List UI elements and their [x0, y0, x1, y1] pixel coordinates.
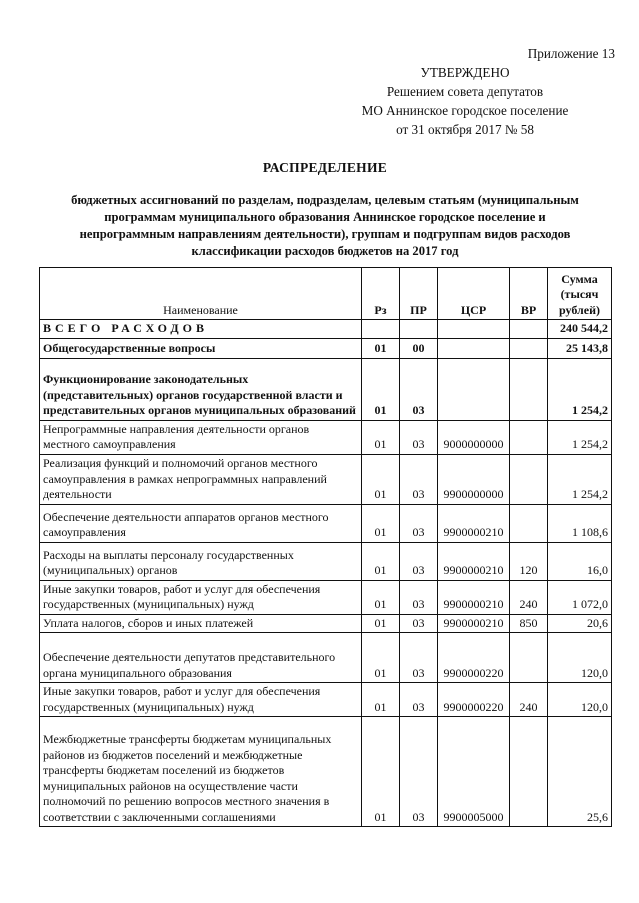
table-row [40, 717, 612, 827]
cell-sum: 16,0 [548, 542, 612, 580]
approval-line-3: от 31 октября 2017 № 58 [396, 122, 534, 137]
cell-rz: 01 [362, 338, 400, 358]
table-row [40, 420, 612, 454]
budget-table [39, 267, 612, 827]
cell-vr: 240 [510, 683, 548, 717]
cell-name: Обеспечение деятельности аппаратов органов местного самоуправления [40, 504, 362, 542]
cell-csr: 9000000000 [438, 420, 510, 454]
cell-sum: 1 254,2 [548, 454, 612, 504]
cell-vr: 240 [510, 580, 548, 614]
cell-sum: 1 254,2 [548, 358, 612, 420]
cell-sum: 1 072,0 [548, 580, 612, 614]
table-row [40, 358, 612, 420]
cell-sum: 1 108,6 [548, 504, 612, 542]
cell-csr [438, 320, 510, 339]
cell-vr [510, 454, 548, 504]
header-sum: Сумма (тысяч рублей) [548, 268, 612, 320]
cell-sum: 120,0 [548, 633, 612, 683]
cell-vr [510, 717, 548, 827]
cell-name: Иные закупки товаров, работ и услуг для обеспечения государственных (муниципальных) нужд [40, 580, 362, 614]
cell-rz: 01 [362, 420, 400, 454]
table-row [40, 580, 612, 614]
cell-vr: 850 [510, 614, 548, 633]
cell-rz: 01 [362, 717, 400, 827]
cell-vr [510, 358, 548, 420]
cell-vr [510, 633, 548, 683]
cell-rz: 01 [362, 633, 400, 683]
document-heading [60, 160, 590, 260]
cell-name: Общегосударственные вопросы [40, 338, 362, 358]
cell-sum: 20,6 [548, 614, 612, 633]
cell-rz: 01 [362, 504, 400, 542]
cell-rz: 01 [362, 580, 400, 614]
cell-csr [438, 358, 510, 420]
table-header-row [40, 268, 612, 320]
cell-vr [510, 420, 548, 454]
cell-rz: 01 [362, 358, 400, 420]
cell-vr: 120 [510, 542, 548, 580]
appendix-number: Приложение 13 [527, 46, 615, 61]
cell-vr [510, 504, 548, 542]
cell-sum: 240 544,2 [548, 320, 612, 339]
cell-vr [510, 338, 548, 358]
approved-stamp: УТВЕРЖДЕНО [420, 65, 510, 80]
table-row [40, 614, 612, 633]
cell-rz [362, 320, 400, 339]
cell-csr [438, 338, 510, 358]
cell-sum: 25 143,8 [548, 338, 612, 358]
cell-name: ВСЕГО РАСХОДОВ [40, 320, 362, 339]
cell-name: Иные закупки товаров, работ и услуг для обеспечения государственных (муниципальных) нужд [40, 683, 362, 717]
cell-pr: 03 [400, 542, 438, 580]
cell-csr: 9900000210 [438, 580, 510, 614]
document-title: РАСПРЕДЕЛЕНИЕ [262, 160, 388, 175]
cell-pr: 03 [400, 420, 438, 454]
cell-pr: 03 [400, 358, 438, 420]
cell-pr: 00 [400, 338, 438, 358]
cell-sum: 120,0 [548, 683, 612, 717]
cell-sum: 25,6 [548, 717, 612, 827]
cell-csr: 9900000210 [438, 614, 510, 633]
cell-rz: 01 [362, 454, 400, 504]
cell-pr: 03 [400, 504, 438, 542]
approval-line-1: Решением совета депутатов [386, 84, 544, 99]
cell-name: Уплата налогов, сборов и иных платежей [40, 614, 362, 633]
cell-pr [400, 320, 438, 339]
table-row [40, 454, 612, 504]
cell-name: Расходы на выплаты персоналу государственных (муниципальных) органов [40, 542, 362, 580]
table-row [40, 683, 612, 717]
table-body [40, 320, 612, 827]
cell-csr: 9900000220 [438, 683, 510, 717]
approval-line-2: МО Аннинское городское поселение [361, 103, 569, 118]
cell-csr: 9900005000 [438, 717, 510, 827]
cell-csr: 9900000000 [438, 454, 510, 504]
cell-pr: 03 [400, 633, 438, 683]
cell-vr [510, 320, 548, 339]
cell-pr: 03 [400, 580, 438, 614]
cell-sum: 1 254,2 [548, 420, 612, 454]
cell-rz: 01 [362, 683, 400, 717]
table-row [40, 320, 612, 339]
cell-csr: 9900000210 [438, 504, 510, 542]
table-row [40, 504, 612, 542]
header-vr: ВР [510, 268, 548, 320]
header-rz: Рз [362, 268, 400, 320]
header-pr: ПР [400, 268, 438, 320]
cell-rz: 01 [362, 542, 400, 580]
cell-rz: 01 [362, 614, 400, 633]
cell-name: Обеспечение деятельности депутатов представительного органа муниципального образования [40, 633, 362, 683]
cell-csr: 9900000220 [438, 633, 510, 683]
table-row [40, 542, 612, 580]
table-row [40, 633, 612, 683]
table-row [40, 338, 612, 358]
cell-name: Реализация функций и полномочий органов местного самоуправления в рамках непрограммных направлений деятельности [40, 454, 362, 504]
document-subtitle: бюджетных ассигнований по разделам, подразделам, целевым статьям (муниципальным программам муниципального образования Аннинское городское поселение и непрограммным направлениям деятельности), группам и подгруппам видов расходов классификации расходов бюджетов на 2017 год [71, 193, 579, 258]
cell-name: Межбюджетные трансферты бюджетам муниципальных районов из бюджетов поселений и межбюджетные трансферты бюджетам поселений из бюджетов муниципальных районов на осуществление части полномочий по решению вопросов местного значения в соответствии с заключенными соглашениями [40, 717, 362, 827]
cell-name: Функционирование законодательных (представительных) органов государственной власти и представительных органов муниципальных образований [40, 358, 362, 420]
cell-pr: 03 [400, 717, 438, 827]
cell-pr: 03 [400, 614, 438, 633]
header-name: Наименование [40, 268, 362, 320]
cell-pr: 03 [400, 454, 438, 504]
cell-csr: 9900000210 [438, 542, 510, 580]
approval-block [315, 44, 615, 139]
cell-name: Непрограммные направления деятельности органов местного самоуправления [40, 420, 362, 454]
header-csr: ЦСР [438, 268, 510, 320]
cell-pr: 03 [400, 683, 438, 717]
